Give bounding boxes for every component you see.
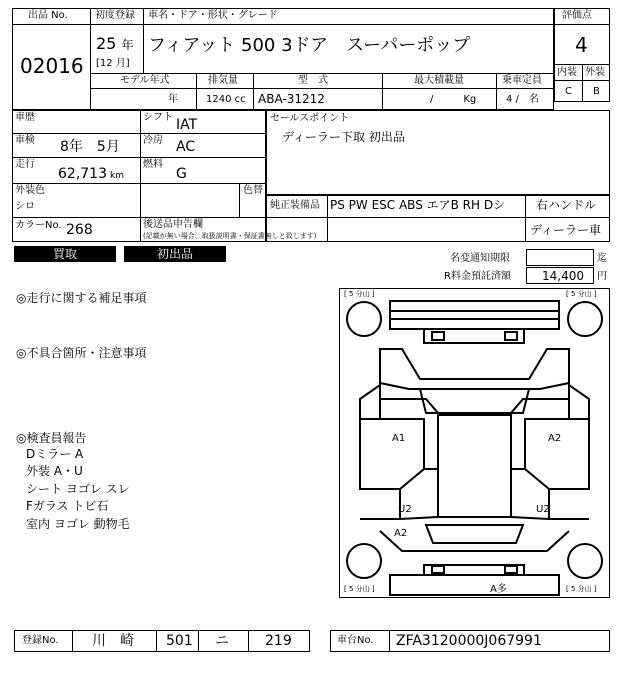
history-label: 車歴 [15,112,35,123]
car-outline [340,289,609,597]
lot-number: 02016 [20,54,84,78]
reg-kana: ニ [215,633,229,649]
capacity-value: 4 / 名 [506,94,539,105]
shift-label: シフト [143,112,173,123]
inspector-line-5: 室内 ヨゴレ 動物毛 [26,517,130,531]
damage-mark-rear: A多 [490,584,507,595]
car-diagram [339,288,610,598]
inspection-label: 車検 [15,135,35,146]
repaint-label: 色替 [243,185,263,196]
type-label: 型 式 [298,75,328,86]
fuel-label: 燃料 [143,159,163,170]
chassis-label: 車台No. [337,635,374,646]
damage-mark-a2-left: A2 [394,528,408,539]
sales-point-value: ディーラー下取 初出品 [282,130,405,144]
name-change-label: 名変通知期限 [450,253,510,264]
tire-front-right: [ 5 分山 ] [566,290,597,298]
mileage-label: 走行 [15,159,35,170]
fuel-value: G [176,166,187,182]
exterior-grade: B [593,86,600,97]
inspector-title: ◎検査員報告 [16,431,87,445]
first-listing-bar: 初出品 [124,246,226,262]
reg-number: 219 [265,633,292,649]
interior-grade: C [565,86,572,97]
inspection-value: 8年 5月 [60,139,120,155]
shift-value: IAT [176,117,198,133]
displacement-label: 排気量 [208,75,238,86]
model-year-label: モデル年式 [120,75,170,86]
first-reg-month: [12 月] [96,58,130,69]
displacement-value: 1240 cc [206,94,246,105]
ac-value: AC [176,139,196,155]
recycle-value: 14,400 [542,269,584,283]
type-value: ABA-31212 [258,92,325,106]
max-load-label: 最大積載量 [414,75,464,86]
ext-color-value: シロ [15,201,35,212]
mileage-value: 62,713 km [58,166,124,182]
rating-label: 評価点 [562,10,592,21]
capacity-label: 乗車定員 [502,75,542,86]
recycle-label: R料金預託済額 [444,271,511,282]
damage-mark-a2-right: A2 [548,433,562,444]
model-year-unit: 年 [168,94,178,105]
max-load-value: / Kg [430,94,477,105]
name-change-box [526,249,594,266]
first-reg-label: 初度登録 [95,10,135,21]
inspector-line-3: シート ヨゴレ スレ [26,482,130,496]
color-no-label: カラーNo. [15,220,62,231]
car-name-label: 車名・ドア・形状・グレード [148,10,278,21]
color-no-value: 268 [66,222,93,238]
post-delivery-label: 後送品申告欄 [143,219,203,230]
inspector-line-1: Dミラー A [26,447,84,461]
purchase-bar: 買取 [14,246,116,262]
post-delivery-note: (記載が無い場合、取扱説明書・保証書無しと致します) [143,232,317,240]
car-name: フィアット 500 3ドア スーパーポップ [148,35,471,56]
rating-value: 4 [575,33,588,57]
inspector-line-4: Fガラス トビ石 [26,499,109,513]
inspector-line-2: 外装 A・U [26,464,83,478]
steering-value: 右ハンドル [536,198,597,212]
reg-class: 501 [166,633,193,649]
damage-mark-u2-left: U2 [398,504,412,515]
reg-label: 登録No. [22,635,59,646]
equipment-value: PS PW ESC ABS エアB RH Dシ [330,198,506,212]
chassis-value: ZFA3120000J067991 [396,633,542,649]
defects-title: ◎不具合箇所・注意事項 [16,346,147,360]
driving-title: ◎走行に関する補足事項 [16,291,147,305]
exterior-label: 外装 [585,67,605,78]
tire-rear-left: [ 5 分山 ] [344,585,375,593]
damage-mark-a1-left: A1 [392,433,406,444]
lot-label: 出品 No. [28,10,68,21]
equipment-label: 純正装備品 [270,200,320,211]
interior-label: 内装 [557,67,577,78]
sales-point-label: セールスポイント [270,113,350,124]
dealer-value: ディーラー車 [530,223,602,237]
first-reg-year: 25 年 [96,34,134,53]
damage-mark-u2-right: U2 [536,504,550,515]
tire-front-left: [ 5 分山 ] [344,290,375,298]
ext-color-label: 外装色 [15,185,45,196]
recycle-unit: 円 [597,271,607,282]
ac-label: 冷房 [143,135,163,146]
tire-rear-right: [ 5 分山 ] [566,585,597,593]
reg-region: 川 崎 [92,633,134,649]
name-change-unit: 迄 [597,253,607,264]
